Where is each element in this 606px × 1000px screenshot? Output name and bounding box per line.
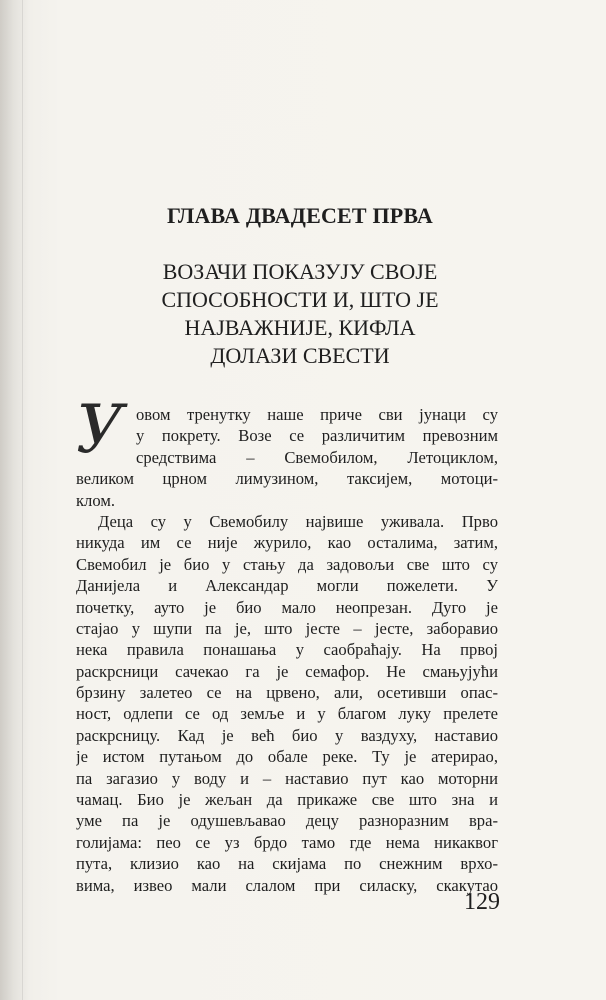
text-line: почетку, ауто је био мало неопрезан. Дуго је: [76, 597, 498, 617]
chapter-title-line: СПОСОБНОСТИ И, ШТО ЈЕ: [161, 287, 439, 312]
chapter-title-line: ВОЗАЧИ ПОКАЗУЈУ СВОЈЕ: [162, 259, 438, 284]
page-gutter: [22, 0, 23, 1000]
body-text: [76, 404, 498, 896]
text-line: нека правила понашања у саобраћају. На првој: [76, 640, 498, 660]
text-line: брзину залетео се на црвено, али, осетивши опас-: [76, 683, 498, 703]
chapter-title: [100, 258, 500, 370]
page-number: 129: [464, 889, 500, 915]
text-line: овом тренутку наше приче сви јунаци су: [136, 405, 498, 424]
text-line: раскрсници сачекао га је семафор. Не смањујући: [76, 661, 498, 681]
chapter-title-line: ДОЛАЗИ СВЕСТИ: [210, 343, 390, 368]
text-line: пута, клизио као на скијама по снежним врхо-: [76, 854, 498, 874]
drop-cap-letter: У: [76, 391, 124, 468]
text-line: па загазио у воду и – наставио пут као моторни: [76, 768, 498, 788]
text-line: стајао у шупи па је, што јесте – јесте, заборавио: [76, 618, 498, 638]
text-line: клом.: [76, 490, 115, 510]
text-line: Данијела и Александар могли пожелети. У: [76, 576, 498, 596]
text-line: чамац. Био је жељан да прикаже све што зна и: [76, 790, 498, 810]
text-line: вима, извео мали слалом при силаску, скакутао: [76, 875, 498, 895]
text-line: Свемобил је био у стању да задовољи све што су: [76, 554, 498, 574]
chapter-number-heading: ГЛАВА ДВАДЕСЕТ ПРВА: [166, 203, 434, 228]
text-line: голијама: пео се уз брдо тамо где нема никаквог: [76, 832, 498, 852]
text-line: ност, одлепи се од земље и у благом луку прелете: [76, 704, 498, 724]
text-line: никуда им се није журило, као осталима, затим,: [76, 533, 498, 553]
text-line: раскрсницу. Кад је већ био у ваздуху, наставио: [76, 725, 498, 745]
chapter-title-line: НАЈВАЖНИЈЕ, КИФЛА: [184, 315, 416, 340]
text-line: Деца су у Свемобилу највише уживала. Прво: [98, 511, 498, 531]
text-line: уме па је одушевљавао децу разноразним вра-: [76, 811, 498, 831]
text-line: великом црном лимузином, таксијем, мотоци-: [76, 469, 498, 489]
text-line: средствима – Свемобилом, Летоциклом,: [136, 447, 498, 467]
text-line: је истом путањом до обале реке. Ту је атерирао,: [76, 747, 498, 767]
text-line: у покрету. Возе се различитим превозним: [136, 426, 498, 446]
